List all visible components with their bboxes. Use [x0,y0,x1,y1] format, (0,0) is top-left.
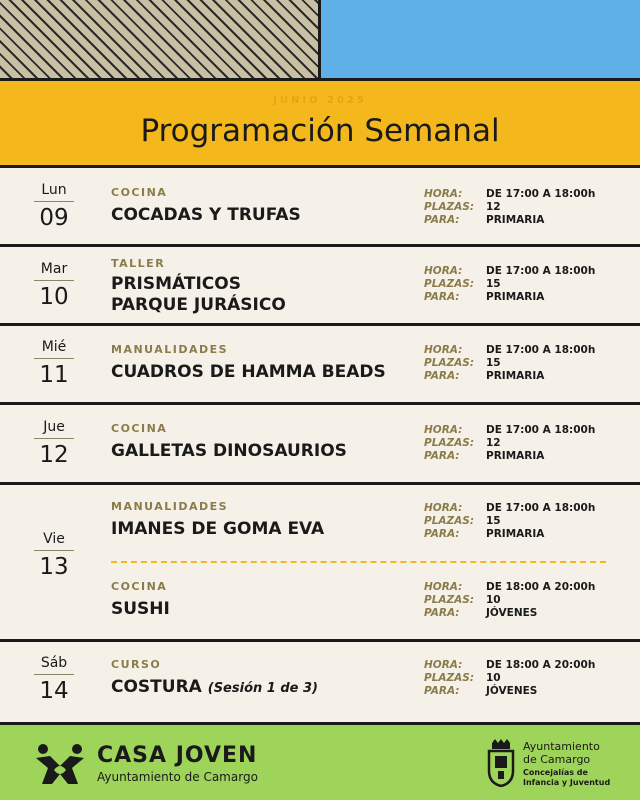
schedule-row-vie [0,485,640,642]
activity-info [424,659,634,698]
day-block [34,655,74,704]
activity-category: MANUALIDADES [111,500,229,513]
hora-label: HORA: [424,344,463,356]
day-block [34,339,74,388]
activity-name: CUADROS DE HAMMA BEADS [111,362,386,382]
activity-name-text: COSTURA [111,677,202,697]
activity [111,186,411,226]
page-title: Programación Semanal [140,113,500,149]
brand-name: CASA JOVEN [97,743,258,768]
hora-label: HORA: [424,265,463,277]
para-value: JÓVENES [486,607,538,619]
plazas-label: PLAZAS: [424,357,475,369]
day-name: Mar [34,261,74,281]
title-bar [0,78,640,168]
day-name: Sáb [34,655,74,675]
day-number: 13 [39,554,69,580]
ayuntamiento-title-line2: de Camargo [523,753,591,766]
activity-category: COCINA [111,422,168,435]
hora-label: HORA: [424,502,463,514]
day-block [34,261,74,310]
activity-divider [111,561,606,563]
plazas-value: 10 [486,672,501,684]
day-number: 09 [39,205,69,231]
activity-info [424,424,634,463]
coat-of-arms-icon [486,739,516,787]
day-number: 11 [39,362,69,388]
activity-info [424,344,634,383]
plazas-label: PLAZAS: [424,201,475,213]
activity-note: (Sesión 1 de 3) [207,681,318,696]
day-name: Lun [34,182,74,202]
hora-value: DE 17:00 A 18:00h [486,265,596,277]
schedule-row-mar [0,247,640,326]
day-name: Mié [34,339,74,359]
activity-name-line1: PRISMÁTICOS [111,274,241,294]
plazas-value: 12 [486,201,501,213]
para-label: PARA: [424,528,460,540]
plazas-value: 15 [486,278,501,290]
activity-info [424,581,634,620]
para-value: PRIMARIA [486,370,545,382]
activity [111,580,411,620]
activity-category: COCINA [111,186,168,199]
concejalias-line2: Infancia y Juventud [523,778,611,787]
para-value: PRIMARIA [486,214,545,226]
hora-label: HORA: [424,581,463,593]
activity-name: GALLETAS DINOSAURIOS [111,441,347,461]
concejalias-line1: Concejalías de [523,768,588,777]
title-faint-text: JUNIO 2025 [273,95,367,106]
para-label: PARA: [424,370,460,382]
concejalias-subtitle [523,768,633,788]
plazas-value: 12 [486,437,501,449]
activity-name: COCADAS Y TRUFAS [111,205,301,225]
schedule-row-lun [0,168,640,247]
day-name: Jue [34,419,74,439]
day-block [34,531,74,580]
activity-category: MANUALIDADES [111,343,229,356]
plazas-value: 10 [486,594,501,606]
activity-info [424,188,634,227]
casa-joven-logo-icon [34,742,86,786]
activity [111,257,411,316]
blue-block [321,0,640,78]
plazas-value: 15 [486,357,501,369]
plazas-label: PLAZAS: [424,672,475,684]
day-number: 14 [39,678,69,704]
para-value: PRIMARIA [486,291,545,303]
para-label: PARA: [424,291,460,303]
hora-value: DE 18:00 A 20:00h [486,659,596,671]
plazas-label: PLAZAS: [424,515,475,527]
para-value: PRIMARIA [486,528,545,540]
plazas-label: PLAZAS: [424,594,475,606]
hora-value: DE 17:00 A 18:00h [486,188,596,200]
para-label: PARA: [424,685,460,697]
ayuntamiento-title-line1: Ayuntamiento [523,740,600,753]
day-number: 10 [39,284,69,310]
ayuntamiento-title [523,740,623,766]
activity-name: IMANES DE GOMA EVA [111,519,325,539]
activity [111,422,411,462]
plazas-value: 15 [486,515,501,527]
hora-label: HORA: [424,424,463,436]
para-label: PARA: [424,607,460,619]
hora-label: HORA: [424,659,463,671]
activity [111,658,411,699]
plazas-label: PLAZAS: [424,278,475,290]
hora-value: DE 17:00 A 18:00h [486,424,596,436]
day-block [34,182,74,231]
activity-name-line2: PARQUE JURÁSICO [111,295,286,315]
top-decorative-band [0,0,640,78]
activity-name [111,274,411,316]
day-name: Vie [34,531,74,551]
hora-value: DE 17:00 A 18:00h [486,502,596,514]
activity-category: CURSO [111,658,162,671]
activity-category: TALLER [111,257,166,270]
footer [0,722,640,800]
plazas-label: PLAZAS: [424,437,475,449]
activity-info [424,265,634,304]
brand-subtitle: Ayuntamiento de Camargo [97,770,258,784]
activity-category: COCINA [111,580,168,593]
schedule-row-jue [0,405,640,485]
para-value: PRIMARIA [486,450,545,462]
day-number: 12 [39,442,69,468]
activity [111,500,411,540]
hatched-pattern [0,0,321,78]
para-label: PARA: [424,450,460,462]
hora-value: DE 18:00 A 20:00h [486,581,596,593]
hora-value: DE 17:00 A 18:00h [486,344,596,356]
schedule-row-sab [0,642,640,722]
day-block [34,419,74,468]
activity-name [111,677,411,699]
para-label: PARA: [424,214,460,226]
schedule-row-mie [0,326,640,405]
activity [111,343,411,383]
activity-name: SUSHI [111,599,170,619]
activity-info [424,502,634,541]
hora-label: HORA: [424,188,463,200]
para-value: JÓVENES [486,685,538,697]
